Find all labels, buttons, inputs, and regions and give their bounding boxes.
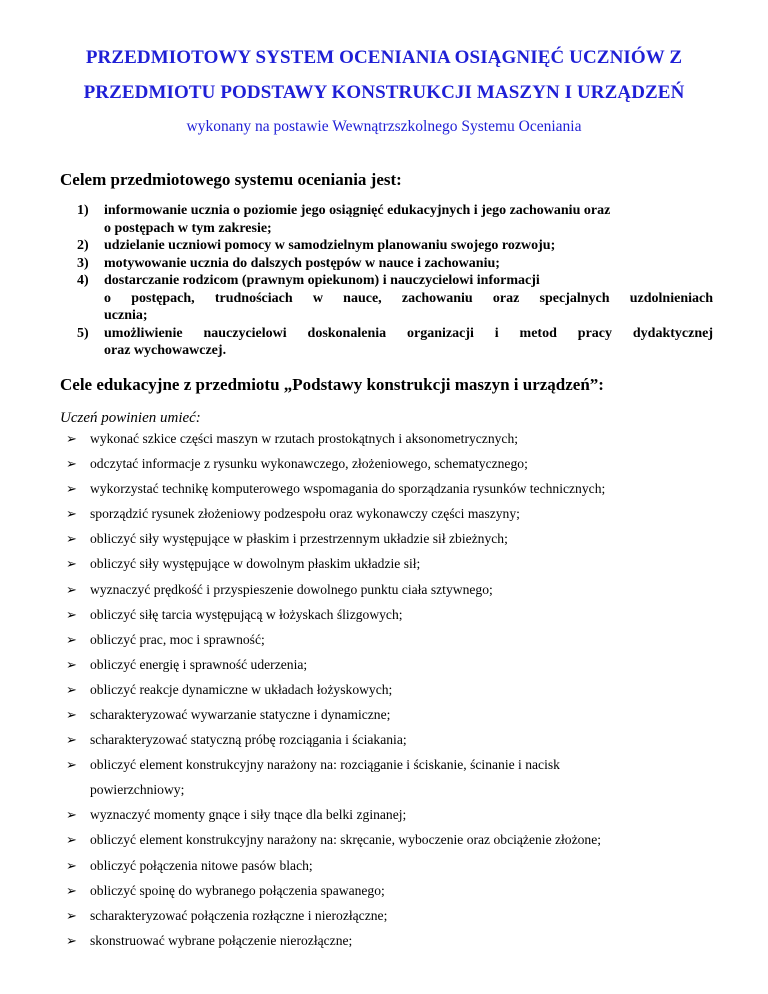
list-item: ➢ obliczyć siły występujące w płaskim i przestrzennym układzie sił zbieżnych;: [66, 531, 508, 547]
arrow-bullet-icon: ➢: [66, 656, 77, 672]
list-item: ➢ obliczyć reakcje dynamiczne w układach łożyskowych;: [66, 681, 393, 697]
arrow-bullet-icon: ➢: [66, 481, 77, 497]
objectives-list: [77, 202, 713, 360]
arrow-bullet-icon: ➢: [66, 606, 77, 622]
list-item: 1) informowanie ucznia o poziomie jego osiągnięć edukacyjnych i jego zachowaniu oraz o postępach w tym zakresie;: [77, 203, 611, 236]
arrow-bullet-icon: ➢: [66, 857, 77, 873]
arrow-bullet-icon: ➢: [66, 882, 77, 898]
section1-heading: Celem przedmiotowego systemu oceniania jest:: [60, 170, 402, 189]
list-item: ➢ wykonać szkice części maszyn w rzutach prostokątnych i aksonometrycznych;: [66, 431, 519, 446]
arrow-bullet-icon: ➢: [66, 531, 77, 547]
list-item: ➢ obliczyć połączenia nitowe pasów blach;: [66, 857, 313, 873]
list-item: ➢ obliczyć spoinę do wybranego połączenia spawanego;: [66, 882, 385, 898]
title-line-2: PRZEDMIOTU PODSTAWY KONSTRUKCJI MASZYN I URZĄDZEŃ: [83, 82, 685, 103]
list-item: ➢ skonstruować wybrane połączenie nierozłączne;: [66, 932, 353, 948]
section2-heading: Cele edukacyjne z przedmiotu „Podstawy konstrukcji maszyn i urządzeń”:: [60, 375, 604, 394]
list-item: ➢ obliczyć element konstrukcyjny narażony na: skręcanie, wyboczenie oraz obciążenie złożone;: [66, 832, 602, 848]
list-item: ➢ scharakteryzować wywarzanie statyczne i dynamiczne;: [66, 707, 391, 723]
list-item: ➢ wyznaczyć momenty gnące i siły tnące dla belki zginanej;: [66, 807, 407, 823]
arrow-bullet-icon: ➢: [66, 581, 77, 597]
list-item: ➢ sporządzić rysunek złożeniowy podzespołu oraz wykonawczy części maszyny;: [66, 506, 520, 522]
list-item: 4) dostarczanie rodzicom (prawnym opiekunom) i nauczycielowi informacji o postępach, trudnościach w nauce, zachowaniu oraz specjalnych uzdolnieniach ucznia;: [77, 273, 713, 323]
title-line-1: PRZEDMIOTOWY SYSTEM OCENIANIA OSIĄGNIĘĆ UCZNIÓW Z: [85, 47, 683, 68]
arrow-bullet-icon: ➢: [66, 932, 77, 948]
intro-label: Uczeń powinien umieć:: [60, 410, 201, 426]
list-item: ➢ scharakteryzować statyczną próbę rozciągania i ściakania;: [66, 732, 407, 748]
arrow-bullet-icon: ➢: [66, 832, 77, 848]
list-item: ➢ obliczyć siłę tarcia występującą w łożyskach ślizgowych;: [66, 606, 403, 622]
arrow-bullet-icon: ➢: [66, 707, 77, 723]
goals-list: [66, 430, 726, 957]
list-item: 3) motywowanie ucznia do dalszych postępów w nauce i zachowaniu;: [77, 255, 500, 271]
arrow-bullet-icon: ➢: [66, 732, 77, 748]
arrow-bullet-icon: ➢: [66, 907, 77, 923]
list-item: ➢ wyznaczyć prędkość i przyspieszenie dowolnego punktu ciała sztywnego;: [66, 581, 493, 597]
list-item: ➢ obliczyć prac, moc i sprawność;: [66, 631, 265, 647]
arrow-bullet-icon: ➢: [66, 431, 77, 446]
arrow-bullet-icon: ➢: [66, 631, 77, 647]
list-item: ➢ wykorzystać technikę komputerowego wspomagania do sporządzania rysunków technicznych;: [66, 481, 606, 497]
arrow-bullet-icon: ➢: [66, 757, 77, 773]
list-item: ➢ odczytać informacje z rysunku wykonawczego, złożeniowego, schematycznego;: [66, 456, 528, 472]
list-item: ➢ obliczyć energię i sprawność uderzenia;: [66, 656, 308, 672]
arrow-bullet-icon: ➢: [66, 506, 77, 522]
list-item: ➢ obliczyć siły występujące w dowolnym płaskim układzie sił;: [66, 556, 421, 572]
arrow-bullet-icon: ➢: [66, 556, 77, 572]
subtitle: wykonany na postawie Wewnątrzszkolnego Systemu Oceniania: [186, 118, 582, 135]
arrow-bullet-icon: ➢: [66, 807, 77, 823]
list-item: ➢ obliczyć element konstrukcyjny narażony na: rozciąganie i ściskanie, ścinanie i nacisk: [66, 757, 560, 773]
arrow-bullet-icon: ➢: [66, 681, 77, 697]
arrow-bullet-icon: ➢: [66, 456, 77, 472]
list-item: ➢ scharakteryzować połączenia rozłączne i nierozłączne;: [66, 907, 388, 923]
list-item: 5) umożliwienie nauczycielowi doskonalenia organizacji i metod pracy dydaktycznej oraz wychowawczej.: [77, 325, 713, 358]
list-item-continuation: powierzchniowy;: [90, 782, 185, 798]
list-item: 2) udzielanie uczniowi pomocy w samodzielnym planowaniu swojego rozwoju;: [77, 238, 556, 253]
